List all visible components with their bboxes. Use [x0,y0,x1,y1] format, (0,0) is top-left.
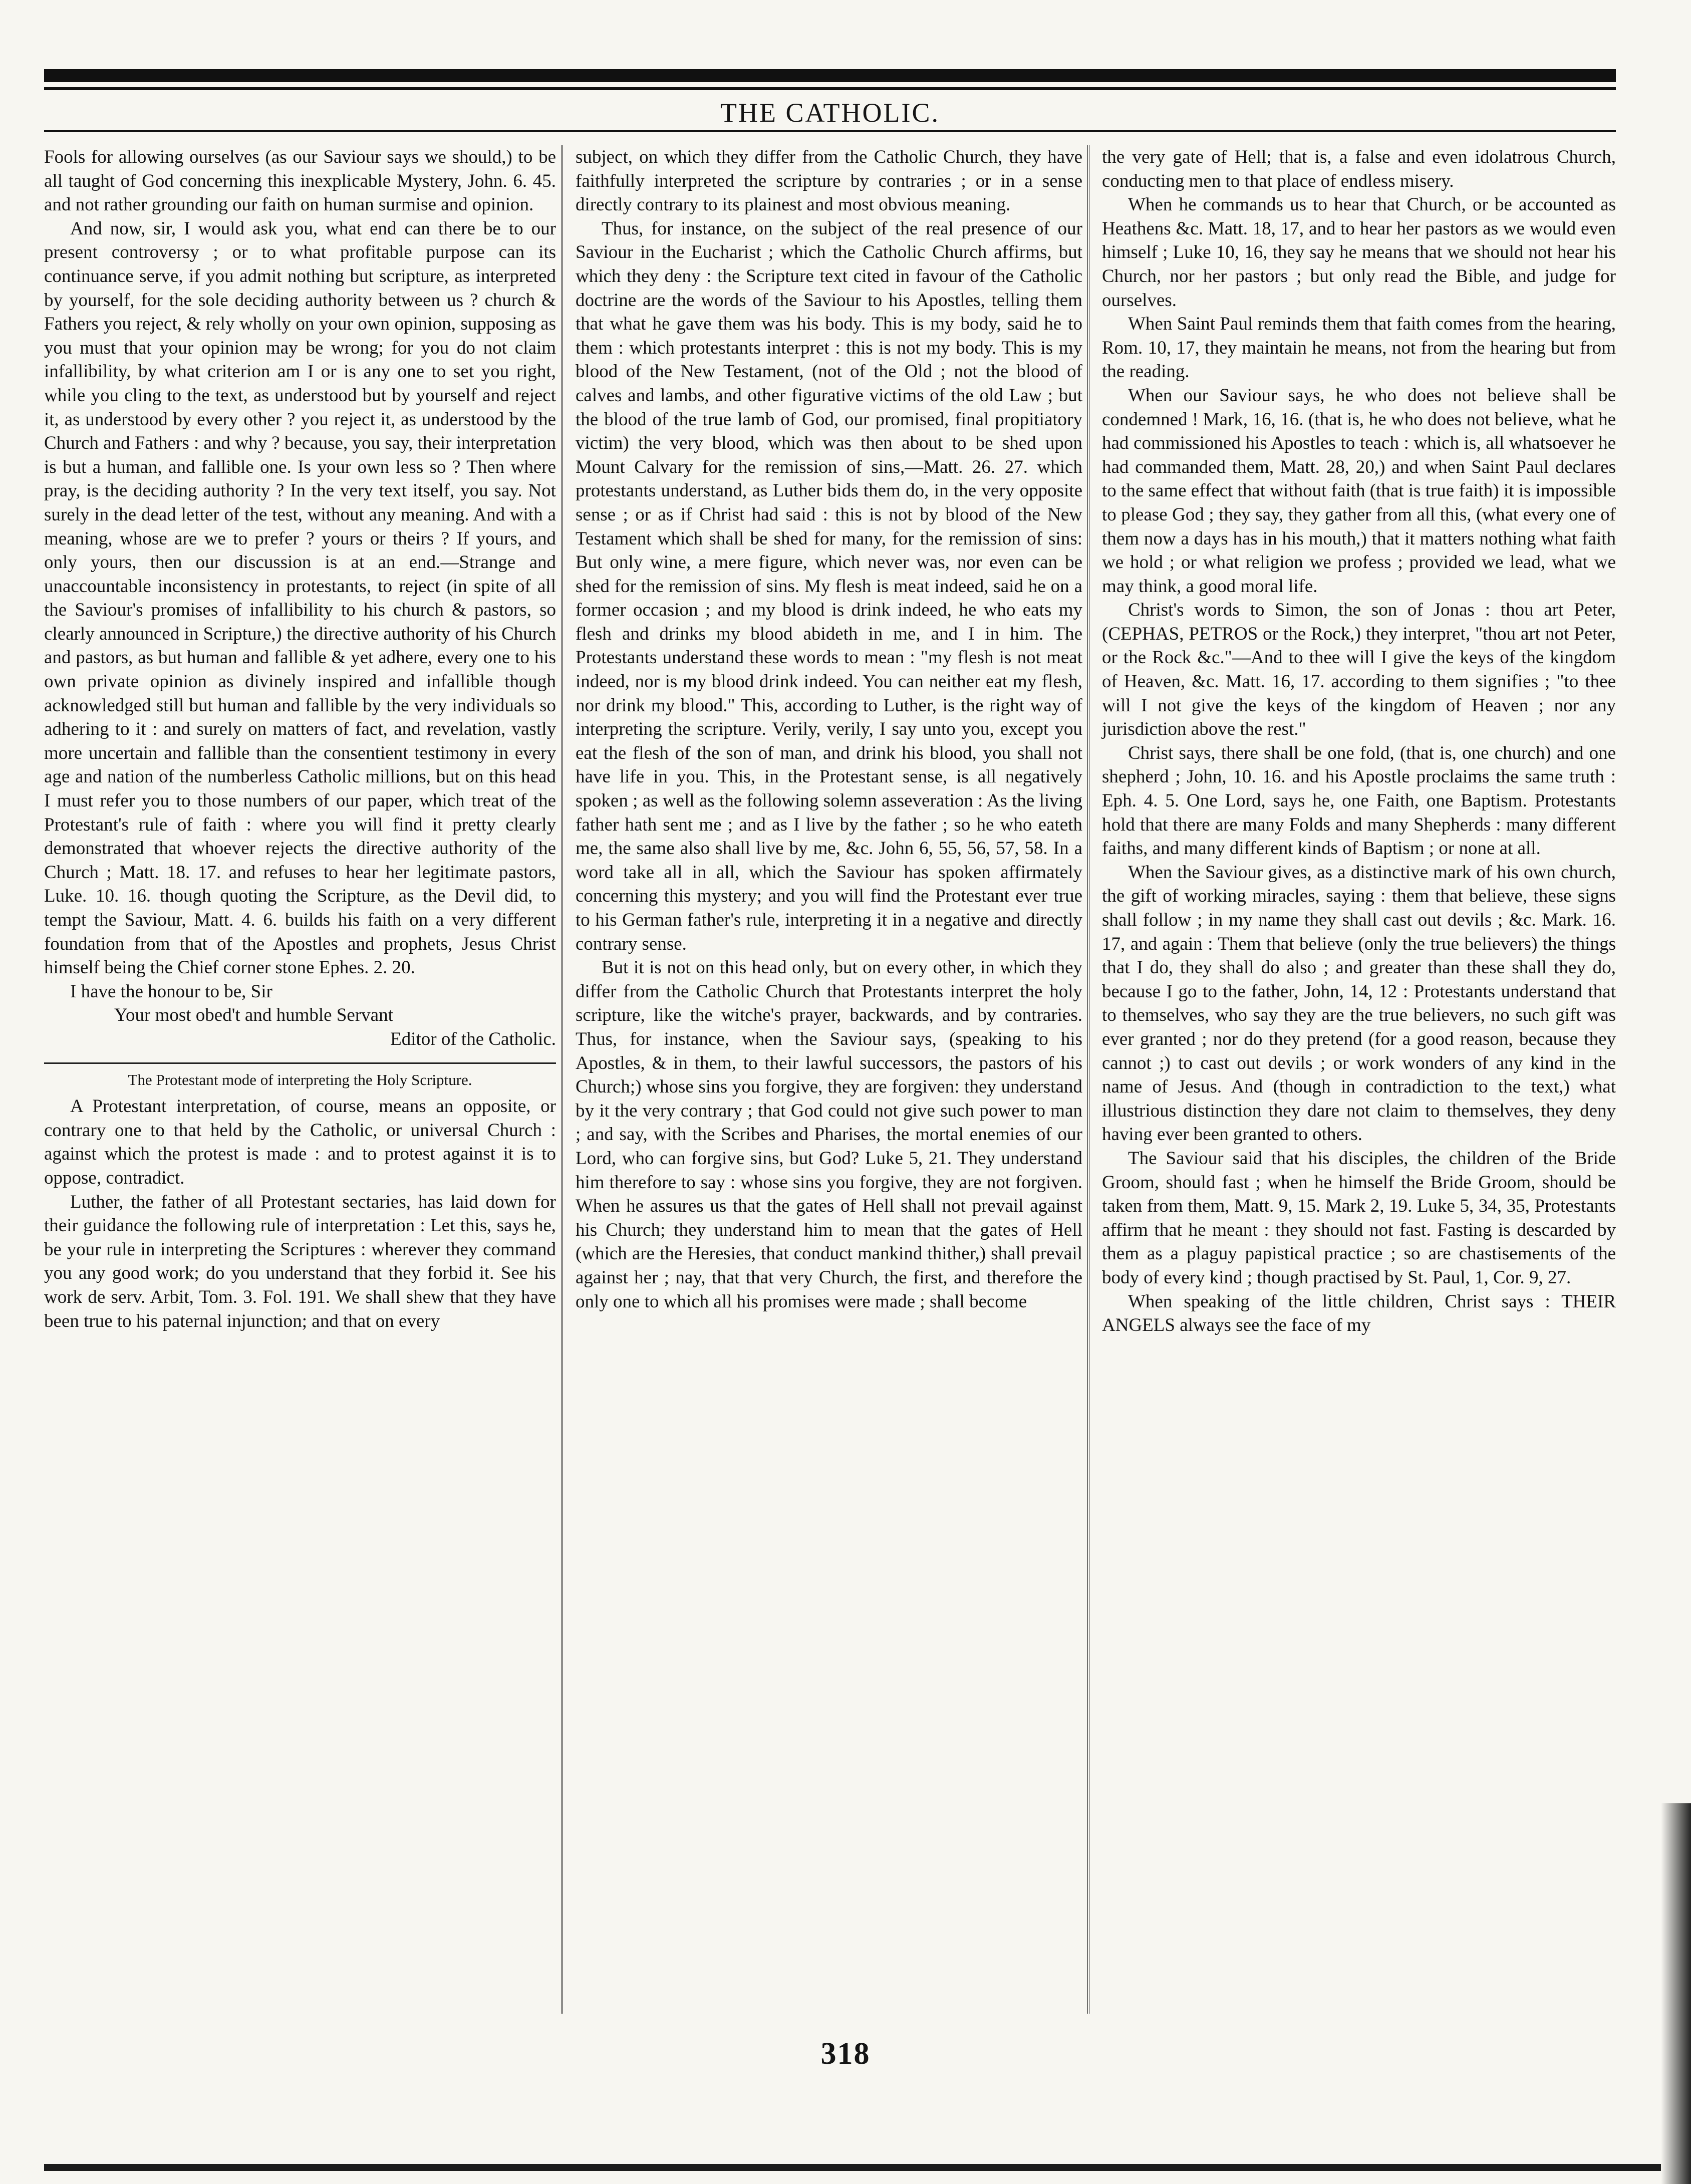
col1-paragraph-3: A Protestant interpretation, of course, means an opposite, or contrary one to that held by the Catholic, or universal Church : against which the protest is made : and to protest against it is to oppose, contradict. [44,1096,556,1188]
col3-paragraph-1: the very gate of Hell; that is, a false and even idolatrous Church, conducting men to that place of endless misery. [1102,147,1616,191]
column-2 [571,145,1089,2014]
section-heading: The Protestant mode of interpreting the Holy Scripture. [44,1062,556,1092]
col1-paragraph-1: Fools for allowing ourselves (as our Saviour says we should,) to be all taught of God concerning this inexplicable Mystery, John. 6. 45. and not rather grounding our faith on human surmise and opinion. [44,147,556,215]
article-columns [44,145,1616,2014]
col1-paragraph-4: Luther, the father of all Protestant sectaries, has laid down for their guidance the following rule of interpretation : Let this, says he, be your rule in interpreting the Scriptures : wherever they command you any good work; do you understand that they forbid it. See his work de serv. Arbit, Tom. 3. Fol. 191. We shall shew that they have been true to his paternal injunction; and that on every [44,1191,556,1331]
masthead-rule-thick [44,69,1616,82]
col1-paragraph-2: And now, sir, I would ask you, what end can there be to our present controversy ; or to what profitable purpose can its continuance serve, if you admit nothing but scripture, as interpreted by yourself, for the sole deciding authority between us ? church & Fathers you reject, & rely wholly on your own opinion, supposing as you must that your opinion may be wrong; for you do not claim infallibility, by what criterion am I or is any one to set you right, while you cling to the text, as understood but by yourself and reject it, as understood by every other ? you reject it, as understood by the Church and Fathers : and why ? because, you say, their interpretation is but a human, and fallible one. Is your own less so ? Then where pray, is the deciding authority ? In the very text itself, you say. Not surely in the dead letter of the test, without any meaning. And with a meaning, whose are we to prefer ? yours or theirs ? If yours, and only yours, then our discussion is at an end.—Strange and unaccountable inconsistency in protestants, to reject (in spite of all the Saviour's promises of infallibility to his church & pastors, so clearly announced in Scripture,) the directive authority of his Church and pastors, as but human and fallible & yet adhere, every one to his own private opinion as divinely inspired and infallible though acknowledged still but human and fallible by the very individuals so adhering to it : and surely on matters of fact, and revelation, vastly more uncertain and fallible than the consentient testimony in every age and nation of the numberless Catholic millions, but on this head I must refer you to those numbers of our paper, which treat of the Protestant's rule of faith : where you will find it pretty clearly demonstrated that whoever rejects the directive authority of the Church ; Matt. 18. 17. and refuses to hear her legitimate pastors, Luke. 10. 16. though quoting the Scripture, as the Devil did, to tempt the Saviour, Matt. 4. 6. builds his faith on a very different foundation from that of the Apostles and prophets, Jesus Christ himself being the Chief corner stone Ephes. 2. 20. [44,218,556,978]
signature-line-3: Editor of the Catholic. [390,1028,556,1049]
signature-line-1: I have the honour to be, Sir [70,981,272,1002]
col3-paragraph-9: When speaking of the little children, Christ says : THEIR ANGELS always see the face of my [1102,1291,1616,1336]
col3-paragraph-6: Christ says, there shall be one fold, (that is, one church) and one shepherd ; John, 10. 16. and his Apostle proclaims the same truth : Eph. 4. 5. One Lord, says he, one Faith, one Baptism. Protestants hold that there are many Folds and many Shepherds : many different faiths, and many different kinds of Baptism ; or none at all. [1102,742,1616,859]
masthead-title: THE CATHOLIC. [720,98,940,128]
column-1 [44,145,563,2014]
page-bottom-edge [44,2164,1661,2171]
col2-paragraph-1: subject, on which they differ from the Catholic Church, they have faithfully interpreted the scripture by contraries ; or in a sense directly contrary to its plainest and most obvious meaning. [576,147,1082,215]
col3-paragraph-7: When the Saviour gives, as a distinctive mark of his own church, the gift of working miracles, saying : them that believe, these signs shall follow ; in my name they shall cast out devils ; &c. Mark. 16. 17, and again : Them that believe (only the true believers) the things that I do, they shall do also ; and greater than these shall they do, because I go to the father, John, 14, 12 : Protestants understand that to themselves, who say they are the true believers, no such gift was ever granted ; nor do they pretend (for a good reason, because they cannot ;) to cast out devils ; or work wonders of any kind in the name of Jesus. And (though in contradiction to the text,) what illustrious distinction they dare not claim to themselves, they deny having ever been granted to others. [1102,862,1616,1145]
col2-paragraph-3: But it is not on this head only, but on every other, in which they differ from the Catholic Church that Protestants interpret the holy scripture, like the witche's prayer, backwards, and by contraries. Thus, for instance, when the Saviour says, (speaking to his Apostles, & in them, to their lawful successors, the pastors of his Church;) whose sins you forgive, they are forgiven: they understand by it the very contrary ; that God could not give such power to man ; and say, with the Scribes and Pharises, the mortal enemies of our Lord, who can forgive sins, but God? Luke 5, 21. They understand him therefore to say : whose sins you forgive, they are not forgiven. When he assures us that the gates of Hell shall not prevail against his Church; they understand him to mean that the gates of Hell (which are the Heresies, that conduct mankind thither,) shall prevail against her ; nay, that that very Church, the first, and therefore the only one to which all his promises were made ; shall become [576,957,1082,1312]
column-3 [1097,145,1616,2014]
col3-paragraph-2: When he commands us to hear that Church, or be accounted as Heathens &c. Matt. 18, 17, and to hear her pastors as we would even himself ; Luke 10, 16, they say he means that we should not hear his Church, nor her pastors ; but only read the Bible, and judge for ourselves. [1102,194,1616,311]
page-number: 318 [820,2037,871,2071]
signature-line-2: Your most obed't and humble Servant [114,1005,393,1026]
masthead-rule-under [44,130,1616,132]
col3-paragraph-5: Christ's words to Simon, the son of Jonas : thou art Peter, (CEPHAS, PETROS or the Rock,) they interpret, "thou art not Peter, or the Rock &c."—And to thee will I give the keys of the kingdom of Heaven, &c. Matt. 16, 17. according to them signifies ; "to thee will I not give the keys of the kingdom of Heaven ; nor any jurisdiction above the rest." [1102,600,1616,740]
masthead-rule-thin [44,87,1616,90]
col3-paragraph-3: When Saint Paul reminds them that faith comes from the hearing, Rom. 10, 17, they maintain he means, not from the hearing but from the reading. [1102,314,1616,382]
col3-paragraph-8: The Saviour said that his disciples, the children of the Bride Groom, should fast ; when he himself the Bride Groom, should be taken from them, Matt. 9, 15. Mark 2, 19. Luke 5, 34, 35, Protestants affirm that he meant : they should not fast. Fasting is descarded by them as a plaguy papistical practice ; so are chastisements of the body of every kind ; though practised by St. Paul, 1, Cor. 9, 27. [1102,1148,1616,1288]
col2-paragraph-2: Thus, for instance, on the subject of the real presence of our Saviour in the Eucharist ; which the Catholic Church affirms, but which they deny : the Scripture text cited in favour of the Catholic doctrine are the words of the Saviour to his Apostles, telling them that what he gave them was his body. This is my body, said he to them : which protestants interpret : this is not my body. This is my blood of the New Testament, (not of the Old ; not the blood of calves and lambs, and other figurative victims of the old Law ; but the blood of the true lamb of God, our promised, final propitiatory victim) the very blood, which was then about to be shed upon Mount Calvary for the remission of sins,—Matt. 26. 27. which protestants understand, as Luther bids them do, in the very opposite sense ; or as if Christ had said : this is not by blood of the New Testament which shall be shed for many, for the remission of sins: But only wine, a mere figure, which never was, nor even can be shed for the remission of sins. My flesh is meat indeed, said he on a former occasion ; and my blood is drink indeed, he who eats my flesh and drinks my blood abideth in me, and I in him. The Protestants understand these words to mean : "my flesh is not meat indeed, nor is my blood drink indeed. You can neither eat my flesh, nor drink my blood." This, according to Luther, is the right way of interpreting the scripture. Verily, verily, I say unto you, except you eat the flesh of the son of man, and drink his blood, you shall not have life in you. This, in the Protestant sense, is all negatively spoken ; as well as the following solemn asseveration : As the living father hath sent me ; and as I live by the father ; so he who eateth me, the same also shall live by me, &c. John 6, 55, 56, 57, 58. In a word take all in all, which the Saviour has spoken affirmately concerning this mystery; and you will find the Protestant ever true to his German father's rule, interpreting it in a negative and directly contrary sense. [576,218,1082,954]
col3-paragraph-4: When our Saviour says, he who does not believe shall be condemned ! Mark, 16, 16. (that is, he who does not believe, what he had commissioned his Apostles to teach : which is, all whatsoever he had commanded them, Matt. 28, 20,) and when Saint Paul declares to the same effect that without faith (that is true faith) it is impossible to please God ; they say, they gather from all this, (what every one of them now a days has in his mouth,) that it matters nothing what faith we hold ; or what religion we profess ; provided we lead, what we may think, a good moral life. [1102,385,1616,597]
page-edge-shadow [1661,1803,1691,2184]
